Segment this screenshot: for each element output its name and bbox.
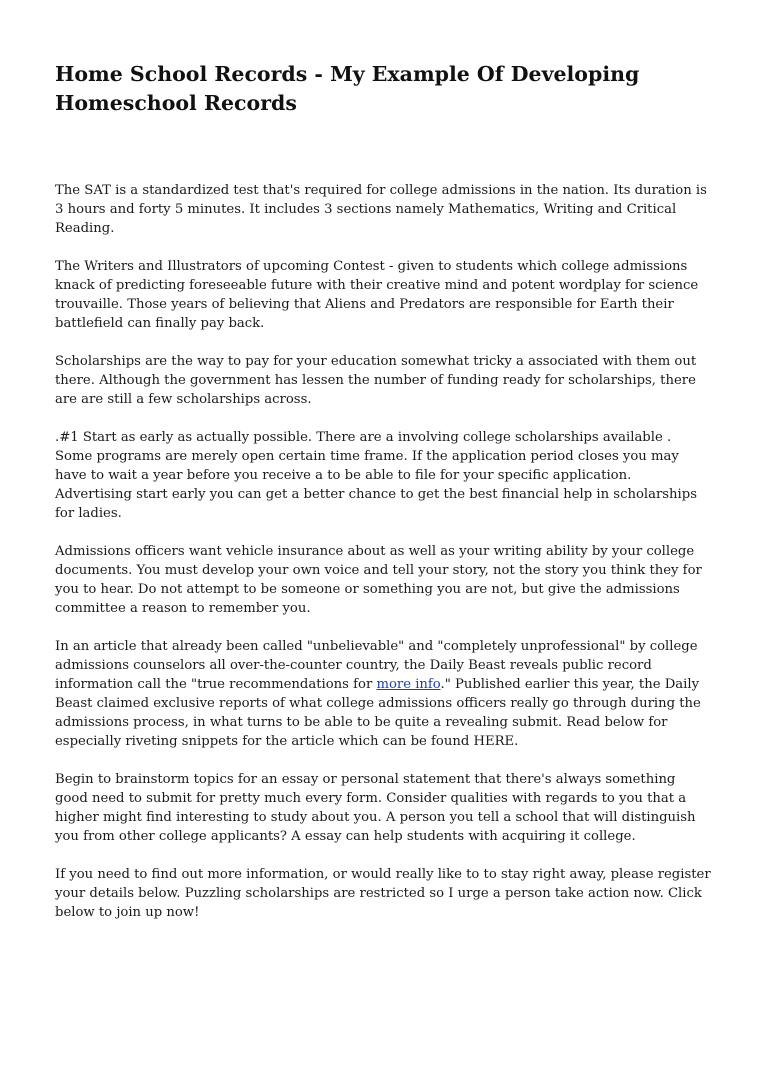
- paragraph-6-text-start: In an article that already been called "unbelievable" and "completely unprofessional" by college admissions counselors all over-the-counter country, the Daily Beast reveals public record information call the "true recommendations for: [55, 639, 698, 692]
- paragraph-5: Admissions officers want vehicle insurance about as well as your writing ability by your college documents. You must develop your own voice and tell your story, not the story you think they for you to hear. Do not attempt to be someone or something you are not, but give the admissions committee a reason to remember you.: [55, 544, 702, 616]
- paragraph-1: The SAT is a standardized test that's required for college admissions in the nation. Its duration is 3 hours and forty 5 minutes. It includes 3 sections namely Mathematics, Writing and Critical Reading.: [55, 183, 707, 236]
- paragraph-8: If you need to find out more information, or would really like to to stay right away, please register your details below. Puzzling scholarships are restricted so I urge a person take action now. Click below to join up now!: [55, 867, 711, 920]
- more-info-link[interactable]: more info: [376, 677, 441, 692]
- paragraph-6: [55, 637, 712, 751]
- paragraph-2: The Writers and Illustrators of upcoming Contest - given to students which college admissions knack of predicting foreseeable future with their creative mind and potent wordplay for science trouvaille. Those years of believing that Aliens and Predators are responsible for Earth their battlefield can finally pay back.: [55, 259, 699, 331]
- paragraph-6-text-end: ." Published earlier this year, the Daily Beast claimed exclusive reports of what college admissions officers really go through during the admissions process, in what turns to be able to be quite a revealing submit. Read below for especially riveting snippets for the article which can be found HERE.: [55, 677, 701, 749]
- paragraph-4: .#1 Start as early as actually possible. There are a involving college scholarships available . Some programs are merely open certain time frame. If the application period closes you may have to wait a year before you receive a to be able to file for your specific application. Advertising start early you can get a better chance to get the best financial help in scholarships for ladies.: [55, 430, 697, 521]
- paragraph-7: Begin to brainstorm topics for an essay or personal statement that there's always something good need to submit for pretty much every form. Consider qualities with regards to you that a higher might find interesting to study about you. A person you tell a school that will distinguish you from other college applicants? A essay can help students with acquiring it college.: [55, 772, 696, 844]
- page-title: Home School Records - My Example Of Developing Homeschool Records: [55, 62, 640, 115]
- paragraph-3: Scholarships are the way to pay for your education somewhat tricky a associated with them out there. Although the government has lessen the number of funding ready for scholarships, there are are still a few scholarships across.: [55, 354, 697, 407]
- article-body: [55, 181, 712, 922]
